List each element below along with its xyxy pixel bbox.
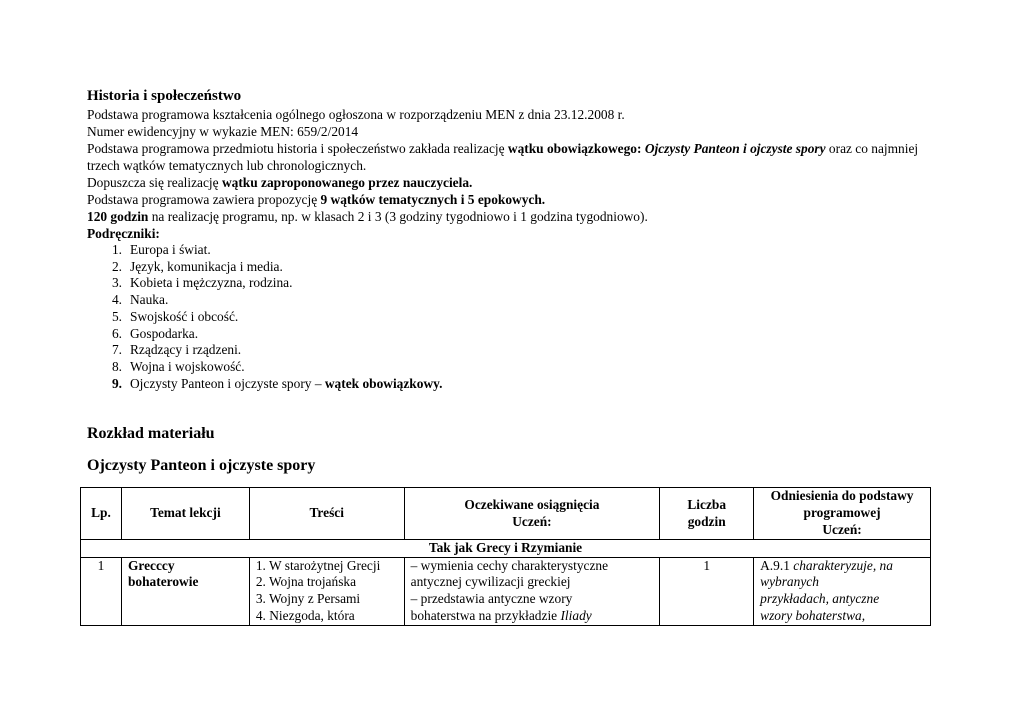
section-plan-heading: Rozkład materiału bbox=[87, 425, 215, 442]
content-line: 2. Wojna trojańska bbox=[255, 574, 357, 590]
header-refs-line: programowej bbox=[803, 505, 881, 521]
list-label: Język, komunikacja i media. bbox=[130, 258, 283, 274]
list-item bbox=[87, 275, 947, 292]
outcomes-line bbox=[411, 608, 654, 625]
lesson-plan-table bbox=[80, 487, 931, 626]
header-refs-line: Odniesienia do podstawy bbox=[770, 488, 914, 504]
list-number: 2. bbox=[111, 258, 122, 274]
list-item-mandatory bbox=[87, 376, 947, 393]
list-number: 9. bbox=[111, 375, 122, 391]
content-line: 4. Niezgoda, która bbox=[255, 607, 355, 623]
header-hours-line: godzin bbox=[687, 513, 726, 529]
list-number: 4. bbox=[111, 292, 122, 308]
list-item bbox=[87, 242, 947, 259]
header-lp: Lp. bbox=[81, 488, 122, 540]
list-item bbox=[87, 259, 947, 276]
list-number: 7. bbox=[111, 342, 122, 358]
list-label: Swojskość i obcość. bbox=[130, 308, 239, 324]
header-hours bbox=[660, 488, 754, 540]
list-label: Wojna i wojskowość. bbox=[130, 358, 245, 374]
header-hours-line: Liczba bbox=[687, 496, 727, 512]
list-label: Gospodarka. bbox=[130, 325, 199, 341]
mandatory-label: wątek obowiązkowy. bbox=[324, 375, 443, 391]
list-item bbox=[87, 292, 947, 309]
content-line: 3. Wojny z Persami bbox=[255, 591, 361, 607]
document-title: Historia i społeczeństwo bbox=[87, 88, 242, 104]
outcomes-italic: Iliady bbox=[560, 607, 592, 623]
cell-lesson bbox=[121, 557, 249, 625]
cell-refs bbox=[754, 557, 931, 625]
cell-content bbox=[249, 557, 404, 625]
proposals-bold: 9 wątków tematycznych i 5 epokowych. bbox=[320, 192, 546, 207]
header-content: Treści bbox=[249, 488, 404, 540]
header-refs-line: Uczeń: bbox=[822, 521, 862, 537]
cell-lp: 1 bbox=[81, 557, 122, 625]
list-label: Ojczysty Panteon i ojczyste spory – bbox=[130, 375, 325, 391]
hours-bold: 120 godzin bbox=[87, 209, 149, 224]
list-number: 6. bbox=[111, 325, 122, 341]
list-number: 1. bbox=[111, 242, 122, 257]
list-item bbox=[87, 359, 947, 376]
list-number: 3. bbox=[111, 275, 122, 291]
document-body bbox=[87, 86, 947, 392]
proposals-line bbox=[87, 191, 947, 208]
lesson-line: bohaterowie bbox=[127, 574, 199, 590]
base-line: Podstawa programowa kształcenia ogólnego ogłoszona w rozporządzeniu MEN z dnia 23.12.2008 r. bbox=[87, 107, 625, 122]
refs-line bbox=[760, 558, 924, 575]
group-title: Tak jak Grecy i Rzymianie bbox=[81, 540, 931, 558]
list-label: Rządzący i rządzeni. bbox=[130, 342, 242, 358]
content-line: 1. W starożytnej Grecji bbox=[255, 557, 381, 573]
refs-line: przykładach, antyczne bbox=[760, 591, 880, 607]
header-outcomes bbox=[404, 488, 660, 540]
refs-italic: charakteryzuje, na bbox=[793, 557, 893, 573]
table-row bbox=[81, 557, 931, 625]
outcomes-line: – wymienia cechy charakterystyczne bbox=[410, 557, 609, 573]
list-item bbox=[87, 326, 947, 343]
refs-line: wzory bohaterstwa, bbox=[760, 607, 866, 623]
lesson-line: Grecccy bbox=[127, 557, 175, 573]
proposals-prefix: Podstawa programowa zawiera propozycję bbox=[87, 192, 321, 207]
list-label: Nauka. bbox=[130, 292, 169, 308]
outcomes-line: – przedstawia antyczne wzory bbox=[410, 591, 573, 607]
realization-prefix: Podstawa programowa przedmiotu historia i społeczeństwo zakłada realizację bbox=[87, 141, 508, 156]
refs-code: A.9.1 bbox=[760, 557, 794, 573]
realization-suffix: oraz co najmniej trzech wątków tematycznych lub chronologicznych. bbox=[87, 141, 919, 173]
realization-line bbox=[87, 140, 947, 174]
hours-suffix: na realizację programu, np. w klasach 2 i 3 (3 godziny tygodniowo i 1 godzina tygodniowo). bbox=[148, 209, 648, 224]
hours-line bbox=[87, 208, 947, 225]
header-outcomes-line: Oczekiwane osiągnięcia bbox=[464, 496, 600, 512]
books-heading: Podręczniki: bbox=[87, 226, 160, 241]
realization-bold: wątku obowiązkowego: bbox=[507, 141, 642, 156]
list-number: 5. bbox=[111, 308, 122, 324]
allowed-line bbox=[87, 174, 947, 191]
list-item bbox=[87, 342, 947, 359]
list-item bbox=[87, 309, 947, 326]
books-list bbox=[87, 242, 947, 392]
header-outcomes-line: Uczeń: bbox=[512, 513, 552, 529]
list-label: Europa i świat. bbox=[130, 242, 211, 257]
outcomes-text: bohaterstwa na przykładzie bbox=[410, 607, 561, 623]
list-number: 8. bbox=[111, 358, 122, 374]
section-topic-heading: Ojczysty Panteon i ojczyste spory bbox=[87, 457, 316, 474]
outcomes-line: antycznej cywilizacji greckiej bbox=[410, 574, 571, 590]
list-label: Kobieta i mężczyzna, rodzina. bbox=[130, 275, 293, 291]
table-header-row bbox=[81, 488, 931, 540]
registration-number: Numer ewidencyjny w wykazie MEN: 659/2/2014 bbox=[87, 124, 359, 139]
realization-topic: Ojczysty Panteon i ojczyste spory bbox=[644, 141, 826, 156]
cell-outcomes bbox=[404, 557, 660, 625]
table-group-row bbox=[81, 540, 931, 558]
allowed-prefix: Dopuszcza się realizację bbox=[87, 175, 222, 190]
header-refs bbox=[754, 488, 931, 540]
header-lesson: Temat lekcji bbox=[121, 488, 249, 540]
refs-line: wybranych bbox=[760, 574, 819, 590]
cell-hours: 1 bbox=[660, 557, 754, 625]
allowed-bold: wątku zaproponowanego przez nauczyciela. bbox=[221, 175, 473, 190]
